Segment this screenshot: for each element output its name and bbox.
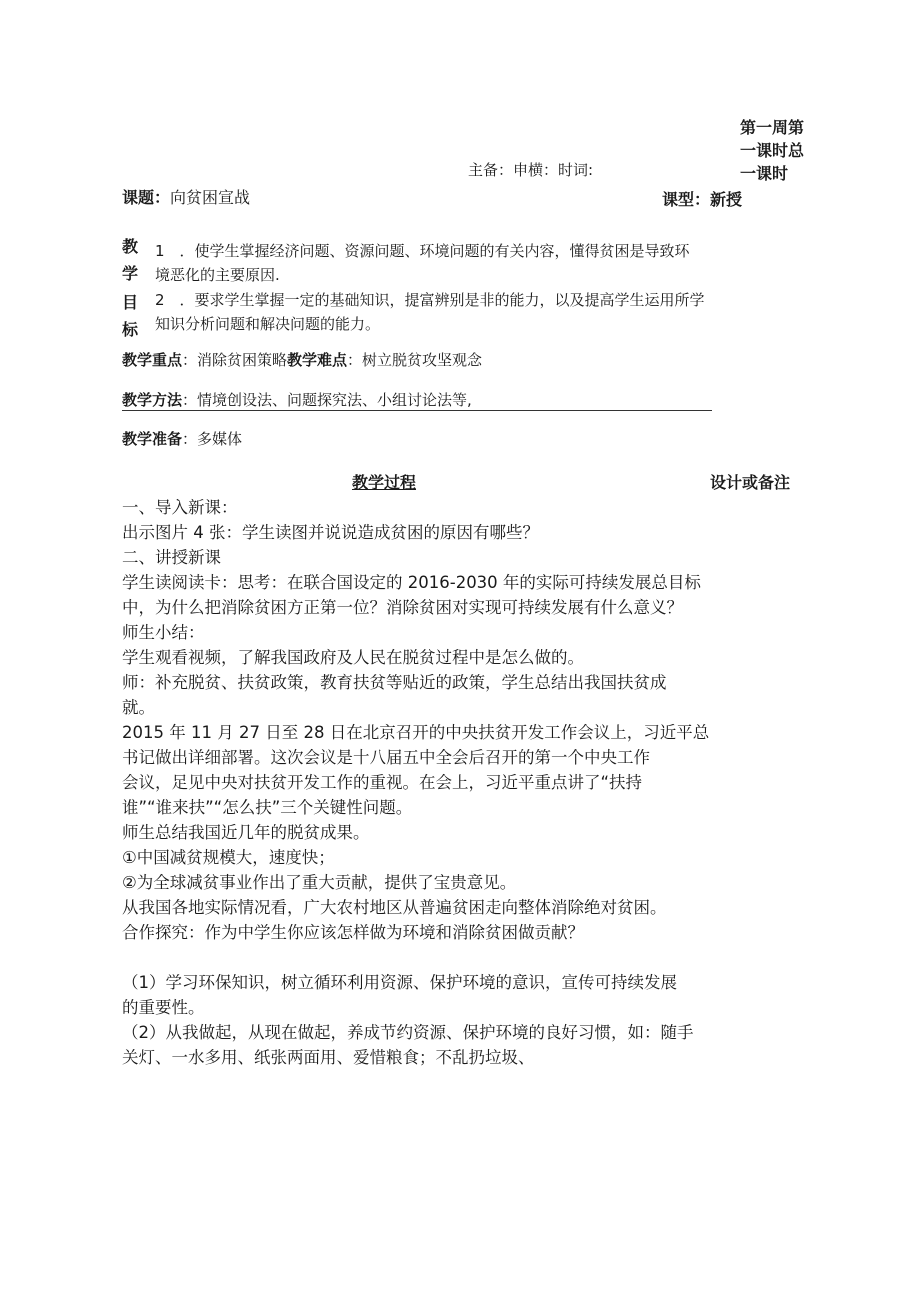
- body-line: 二、讲授新课: [122, 548, 221, 567]
- topic-row: [122, 187, 250, 209]
- key-point-value: ：消除贫困策略: [182, 351, 288, 369]
- body-line: （1）学习环保知识，树立循环利用资源、保护环境的意识，宣传可持续发展: [122, 973, 677, 992]
- body-line: （2）从我做起，从现在做起，养成节约资源、保护环境的良好习惯，如：随手: [122, 1023, 694, 1042]
- difficulty-label: 教学难点: [287, 351, 348, 369]
- week-line: 一课时: [740, 164, 789, 183]
- body-line: 学生观看视频，了解我国政府及人民在脱贫过程中是怎么做的。: [122, 648, 584, 667]
- topic-value: 向贫困宣战: [170, 188, 251, 207]
- week-period-info: [740, 116, 820, 185]
- objectives-label-char: 目: [122, 293, 139, 312]
- body-line: ②为全球减贫事业作出了重大贡献，提供了宝贵意见。: [122, 873, 517, 892]
- body-line: 出示图片 4 张：学生读图并说说造成贫困的原因有哪些？: [122, 523, 539, 542]
- lesson-type-value: 新授: [710, 190, 743, 209]
- body-line: 师生小结：: [122, 623, 205, 642]
- body-line: 谁”“谁来扶”“怎么扶”三个关键性问题。: [122, 798, 413, 817]
- preparation-row: [122, 429, 242, 449]
- week-line: 一课时总: [740, 141, 805, 160]
- body-line: 一、导入新课：: [122, 498, 238, 517]
- body-line: 从我国各地实际情况看，广大农村地区从普遍贫困走向整体消除绝对贫困。: [122, 898, 667, 917]
- key-point-label: 教学重点: [122, 351, 183, 369]
- process-heading: 教学过程: [352, 473, 417, 492]
- body-line: 关灯、一水多用、纸张两面用、爱惜粮食；不乱扔垃圾、: [122, 1048, 535, 1067]
- body-line: 2015 年 11 月 27 日至 28 日在北京召开的中央扶贫开发工作会议上，习近平总: [122, 723, 710, 742]
- body-line: 合作探究：作为中学生你应该怎样做为环境和消除贫困做贡献？: [122, 923, 584, 942]
- body-line: 就。: [122, 698, 155, 717]
- preparation-label: 教学准备: [122, 430, 183, 448]
- method-label: 教学方法: [122, 391, 183, 409]
- objective-line: 1 ．使学生掌握经济问题、资源问题、环境问题的有关内容，懂得贫困是导致环: [155, 242, 690, 260]
- objectives-label-char: 标: [122, 320, 139, 339]
- key-point-row: [122, 350, 482, 370]
- objective-line: 知识分析问题和解决问题的能力。: [155, 315, 381, 333]
- body-line: 的重要性。: [122, 998, 205, 1017]
- difficulty-value: ：树立脱贫攻坚观念: [347, 351, 483, 369]
- method-row: [122, 390, 472, 410]
- objective-line: 境恶化的主要原因.: [155, 266, 280, 284]
- body-line: 师生总结我国近几年的脱贫成果。: [122, 823, 370, 842]
- topic-label: 课题：: [122, 188, 171, 207]
- objective-line: 2 ．要求学生掌握一定的基础知识，提富辨别是非的能力，以及提高学生运用所学: [155, 291, 705, 309]
- objectives-label-char: 教: [122, 237, 139, 256]
- preparer-line: 主备：申横：时词:: [468, 161, 594, 179]
- notes-heading: 设计或备注: [710, 473, 791, 492]
- objectives-label-char: 学: [122, 264, 139, 283]
- process-body: [122, 495, 722, 1070]
- lesson-type: [662, 189, 742, 211]
- body-line: 书记做出详细部署。这次会议是十八届五中全会后召开的第一个中央工作: [122, 748, 650, 767]
- body-line: 师：补充脱贫、扶贫政策，教育扶贫等贴近的政策，学生总结出我国扶贫成: [122, 673, 667, 692]
- preparation-value: ：多媒体: [182, 430, 243, 448]
- body-line: 中，为什么把消除贫困方正第一位？消除贫困对实现可持续发展有什么意义？: [122, 598, 683, 617]
- week-line: 第一周第: [740, 118, 805, 137]
- method-value: ：情境创设法、问题探究法、小组讨论法等,: [182, 391, 472, 409]
- body-line: 会议，足见中央对扶贫开发工作的重视。在会上，习近平重点讲了“扶持: [122, 773, 643, 792]
- body-line: ①中国减贫规模大，速度快；: [122, 848, 335, 867]
- divider-line: [122, 410, 712, 411]
- body-line-blank: [122, 945, 722, 970]
- lesson-type-label: 课型：: [662, 190, 711, 209]
- body-line: 学生读阅读卡：思考：在联合国设定的 2016-2030 年的实际可持续发展总目标: [122, 573, 701, 592]
